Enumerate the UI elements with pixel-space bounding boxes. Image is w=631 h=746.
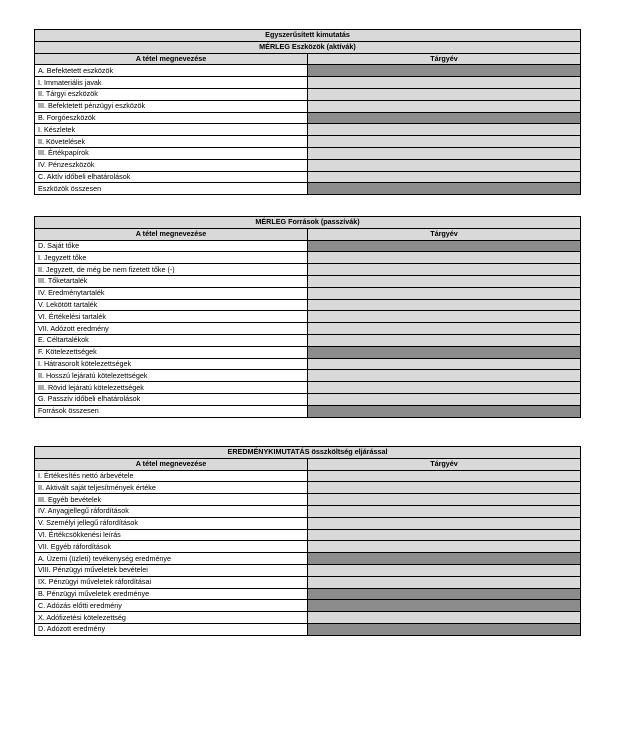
table-row [35, 171, 581, 183]
table-row [35, 159, 581, 171]
table-row [35, 588, 581, 600]
table-row [35, 612, 581, 624]
column-header-item: A tétel megnevezése [35, 53, 308, 65]
row-label: II. Hosszú lejáratú kötelezettségek [35, 370, 308, 382]
row-value-cell[interactable] [308, 470, 581, 482]
row-value-cell[interactable] [308, 77, 581, 89]
table-row [35, 346, 581, 358]
row-label: VIII. Pénzügyi műveletek bevételei [35, 564, 308, 576]
row-label: II. Jegyzett, de még be nem fizetett tőke (-) [35, 264, 308, 276]
table-row [35, 112, 581, 124]
row-value-cell[interactable] [308, 147, 581, 159]
row-value-cell[interactable] [308, 334, 581, 346]
row-value-cell[interactable] [308, 65, 581, 77]
assets-section-title: MÉRLEG Eszközök (aktívák) [35, 41, 581, 53]
row-label: I. Készletek [35, 124, 308, 136]
row-label: VI. Értékcsökkenési leírás [35, 529, 308, 541]
row-label: Források összesen [35, 405, 308, 417]
table-row [35, 393, 581, 405]
table-row [35, 264, 581, 276]
row-label: D. Saját tőke [35, 240, 308, 252]
row-value-cell[interactable] [308, 600, 581, 612]
table-row [35, 505, 581, 517]
row-value-cell[interactable] [308, 136, 581, 148]
table-row [35, 124, 581, 136]
column-header-year: Tárgyév [308, 458, 581, 470]
row-value-cell[interactable] [308, 494, 581, 506]
row-label: VI. Értékelési tartalék [35, 311, 308, 323]
row-label: E. Céltartalékok [35, 334, 308, 346]
income-section-title: EREDMÉNYKIMUTATÁS összköltség eljárással [35, 447, 581, 459]
row-label: I. Jegyzett tőke [35, 252, 308, 264]
table-row [35, 100, 581, 112]
column-header-item: A tétel megnevezése [35, 228, 308, 240]
row-value-cell[interactable] [308, 612, 581, 624]
table-row [35, 541, 581, 553]
row-label: B. Pénzügyi műveletek eredménye [35, 588, 308, 600]
row-value-cell[interactable] [308, 588, 581, 600]
row-label: Eszközök összesen [35, 183, 308, 195]
table-row [35, 299, 581, 311]
row-value-cell[interactable] [308, 275, 581, 287]
row-label: C. Adózás előtti eredmény [35, 600, 308, 612]
liabilities-table [34, 216, 581, 418]
table-row [35, 65, 581, 77]
row-label: IV. Anyagjellegű ráfordítások [35, 505, 308, 517]
row-label: I. Értékesítés nettó árbevétele [35, 470, 308, 482]
row-value-cell[interactable] [308, 311, 581, 323]
row-value-cell[interactable] [308, 358, 581, 370]
table-row [35, 147, 581, 159]
row-value-cell[interactable] [308, 564, 581, 576]
row-value-cell[interactable] [308, 482, 581, 494]
row-value-cell[interactable] [308, 505, 581, 517]
row-value-cell[interactable] [308, 576, 581, 588]
table-row [35, 334, 581, 346]
row-value-cell[interactable] [308, 183, 581, 195]
row-label: III. Értékpapírok [35, 147, 308, 159]
row-label: I. Hátrasorolt kötelezettségek [35, 358, 308, 370]
row-value-cell[interactable] [308, 252, 581, 264]
row-label: III. Rövid lejáratú kötelezettségek [35, 382, 308, 394]
income-table [34, 446, 581, 636]
table-row [35, 275, 581, 287]
column-header-year: Tárgyév [308, 53, 581, 65]
row-label: B. Forgóeszközök [35, 112, 308, 124]
row-value-cell[interactable] [308, 159, 581, 171]
row-label: I. Immateriális javak [35, 77, 308, 89]
row-value-cell[interactable] [308, 112, 581, 124]
row-label: VII. Adózott eredmény [35, 323, 308, 335]
row-label: C. Aktív időbeli elhatárolások [35, 171, 308, 183]
row-label: G. Passzív időbeli elhatárolások [35, 393, 308, 405]
table-row [35, 183, 581, 195]
table-row [35, 623, 581, 635]
assets-table [34, 29, 581, 195]
row-value-cell[interactable] [308, 100, 581, 112]
table-row [35, 482, 581, 494]
row-label: V. Személyi jellegű ráfordítások [35, 517, 308, 529]
column-header-item: A tétel megnevezése [35, 458, 308, 470]
table-row [35, 564, 581, 576]
row-value-cell[interactable] [308, 171, 581, 183]
table-row [35, 311, 581, 323]
table-row [35, 323, 581, 335]
row-value-cell[interactable] [308, 541, 581, 553]
row-value-cell[interactable] [308, 323, 581, 335]
table-row [35, 470, 581, 482]
row-value-cell[interactable] [308, 299, 581, 311]
table-row [35, 240, 581, 252]
row-label: III. Tőketartalék [35, 275, 308, 287]
row-label: III. Befektetett pénzügyi eszközök [35, 100, 308, 112]
row-value-cell[interactable] [308, 623, 581, 635]
report-title: Egyszerűsített kimutatás [35, 30, 581, 42]
table-row [35, 358, 581, 370]
row-label: II. Követelések [35, 136, 308, 148]
row-value-cell[interactable] [308, 124, 581, 136]
row-value-cell[interactable] [308, 382, 581, 394]
row-value-cell[interactable] [308, 370, 581, 382]
row-label: A. Üzemi (üzleti) tevékenység eredménye [35, 553, 308, 565]
row-label: A. Befektetett eszközök [35, 65, 308, 77]
row-value-cell[interactable] [308, 553, 581, 565]
table-row [35, 576, 581, 588]
row-label: X. Adófizetési kötelezettség [35, 612, 308, 624]
row-value-cell[interactable] [308, 88, 581, 100]
row-value-cell[interactable] [308, 346, 581, 358]
table-row [35, 252, 581, 264]
row-value-cell[interactable] [308, 517, 581, 529]
table-row [35, 287, 581, 299]
row-label: II. Tárgyi eszközök [35, 88, 308, 100]
table-row [35, 77, 581, 89]
row-value-cell[interactable] [308, 240, 581, 252]
table-row [35, 553, 581, 565]
table-row [35, 494, 581, 506]
row-value-cell[interactable] [308, 264, 581, 276]
row-value-cell[interactable] [308, 529, 581, 541]
row-label: IV. Eredménytartalék [35, 287, 308, 299]
table-row [35, 405, 581, 417]
table-row [35, 600, 581, 612]
column-header-year: Tárgyév [308, 228, 581, 240]
table-row [35, 370, 581, 382]
table-row [35, 136, 581, 148]
table-row [35, 517, 581, 529]
row-label: II. Aktivált saját teljesítmények értéke [35, 482, 308, 494]
row-label: V. Lekötött tartalék [35, 299, 308, 311]
liabilities-section-title: MÉRLEG Források (passzívák) [35, 217, 581, 229]
row-value-cell[interactable] [308, 287, 581, 299]
row-label: F. Kötelezettségek [35, 346, 308, 358]
table-row [35, 529, 581, 541]
row-label: VII. Egyéb ráfordítások [35, 541, 308, 553]
table-row [35, 382, 581, 394]
row-value-cell[interactable] [308, 393, 581, 405]
table-row [35, 88, 581, 100]
row-label: D. Adózott eredmény [35, 623, 308, 635]
row-label: IX. Pénzügyi műveletek ráfordításai [35, 576, 308, 588]
row-label: IV. Pénzeszközök [35, 159, 308, 171]
row-label: III. Egyéb bevételek [35, 494, 308, 506]
row-value-cell[interactable] [308, 405, 581, 417]
